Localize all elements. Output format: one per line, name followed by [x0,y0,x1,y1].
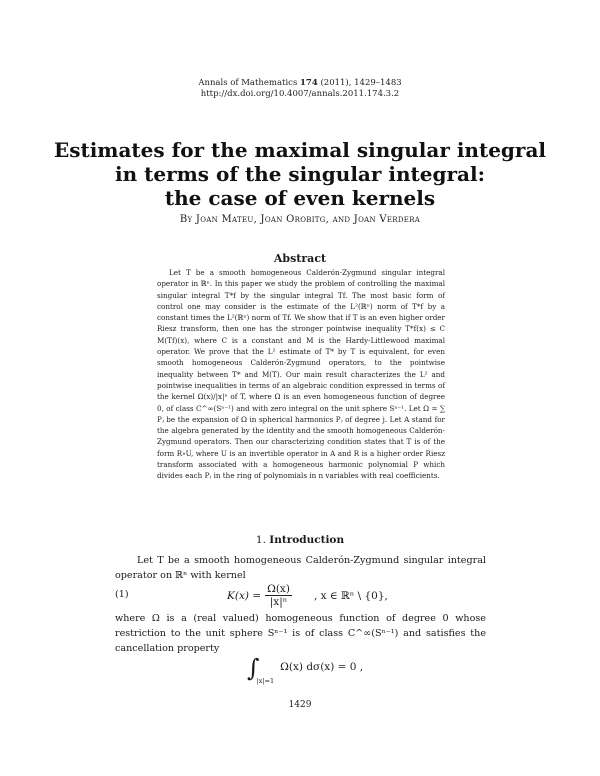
equation-1-number: (1) [115,589,129,600]
title-line-3: the case of even kernels [164,186,436,210]
abstract-text: Let T be a smooth homogeneous Calderón-Zygmund singular integral operator in ℝⁿ. In this paper we study the problem of controlling the maximal singular integral T*f by the singular integral Tf. The most basic form of control one may consider is the estimate of the L²(ℝⁿ) norm of T*f by a constant times the L²(ℝⁿ) norm of Tf. We show that if T is an even higher order Riesz transform, then one has the stronger pointwise inequality T*f(x) ≤ C M(Tf)(x), where C is a constant and M is the Hardy-Littlewood maximal operator. We prove that the L² estimate of T* by T is equivalent, for even smooth homogeneous Calderón-Zygmund operators, to the pointwise inequality between T* and M(T). Our main result characterizes the L² and pointwise inequalities in terms of an algebraic condition expressed in terms of the kernel Ω(x)/|x|ⁿ of T, where Ω is an even homogeneous function of degree 0, of class C^∞(Sⁿ⁻¹) and with zero integral on the unit sphere Sⁿ⁻¹. Let Ω = ∑ Pⱼ be the expansion of Ω in spherical harmonics Pⱼ of degree j. Let A stand for the algebra generated by the identity and the smooth homogeneous Calderón-Zygmund operators. Then our characterizing condition states that T is of the form R∘U, where U is an invertible operator in A and R is a higher order Riesz transform associated with a homogeneous harmonic polynomial P which divides each Pⱼ in the ring of polynomials in n variables with real coefficients. [157,268,445,481]
integral-symbol: ∫ [247,654,260,682]
integral-expression: Ω(x) dσ(x) = 0 , [280,661,364,673]
intro-paragraph-2: where Ω is a (real valued) homogeneous function of degree 0 whose restriction to the unit sphere Sⁿ⁻¹ is of class C^∞(Sⁿ⁻¹) and satisfies the cancellation property [115,613,486,655]
paper-title [40,138,560,210]
title-line-1: Estimates for the maximal singular integral [53,138,547,162]
journal-citation [0,78,600,89]
journal-header [0,78,600,100]
journal-pages: (2011), 1429–1483 [320,78,402,88]
journal-doi: http://dx.doi.org/10.4007/annals.2011.174.3.2 [200,89,400,99]
integral-domain: |x|=1 [256,677,275,685]
equation-2 [115,655,486,687]
page-number: 1429 [288,700,312,710]
abstract-heading: Abstract [273,252,327,265]
equation-1-fraction [265,583,292,608]
journal-name: Annals of Mathematics [198,78,298,88]
equation-1-denominator: |x|ⁿ [269,596,288,608]
section-heading [0,534,600,546]
equation-1-body [227,583,388,608]
equation-1 [115,583,486,611]
journal-volume: 174 [300,78,318,88]
equation-1-numerator: Ω(x) [267,583,290,595]
intro-paragraph-1: Let T be a smooth homogeneous Calderón-Zygmund singular integral operator on ℝⁿ with kernel [115,555,486,582]
equation-1-condition: , x ∈ ℝⁿ \ {0}, [313,589,388,602]
equation-1-lhs: K(x) = [227,589,262,602]
authors: By Joan Mateu, Joan Orobitg, and Joan Verdera [179,214,421,225]
section-title: Introduction [269,534,345,546]
title-line-2: in terms of the singular integral: [115,162,485,186]
equation-2-body [247,655,363,685]
section-number: 1. [255,534,266,546]
